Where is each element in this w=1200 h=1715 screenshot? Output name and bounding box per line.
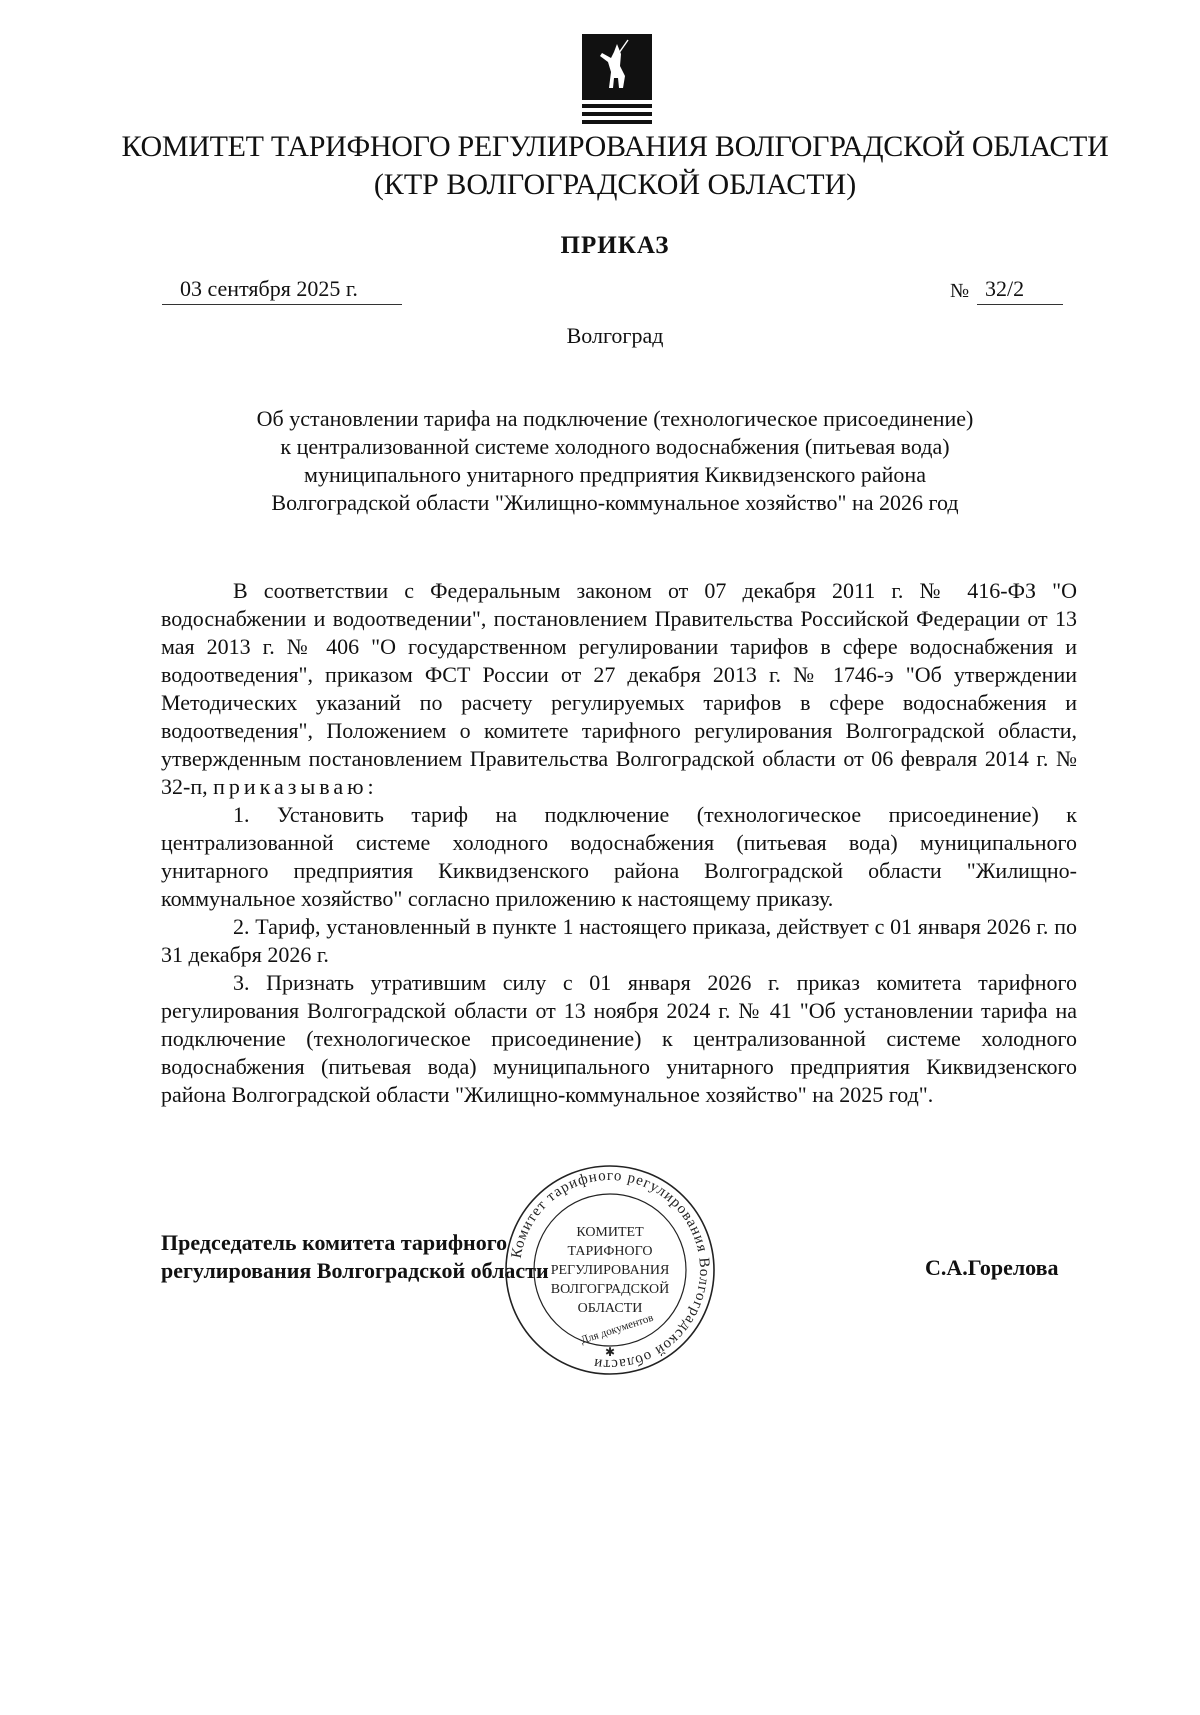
date-field bbox=[162, 274, 402, 305]
stamp-line: КОМИТЕТ bbox=[576, 1225, 644, 1240]
item-2: 2. Тариф, установленный в пункте 1 настоящего приказа, действует с 01 января 2026 г. по 31 декабря 2026 г. bbox=[161, 914, 1077, 967]
signatory-title-line: регулирования Волгоградской области bbox=[161, 1258, 549, 1283]
document-type: ПРИКАЗ bbox=[560, 232, 670, 259]
signatory-title bbox=[161, 1229, 549, 1285]
signatory-title-line: Председатель комитета тарифного bbox=[161, 1230, 508, 1255]
official-stamp bbox=[500, 1160, 720, 1380]
star-icon: ✱ bbox=[604, 1345, 616, 1359]
signatory-name: С.А.Горелова bbox=[925, 1255, 1059, 1280]
city: Волгоград bbox=[566, 323, 664, 348]
stamp-line: РЕГУЛИРОВАНИЯ bbox=[550, 1263, 670, 1278]
order-word: приказываю: bbox=[213, 774, 378, 799]
subject-line: к централизованной системе холодного водоснабжения (питьевая вода) bbox=[280, 434, 950, 459]
document-subject bbox=[160, 405, 1070, 517]
document-number: 32/2 bbox=[985, 276, 1025, 301]
stamp-line: ОБЛАСТИ bbox=[577, 1301, 643, 1316]
organization-name: КОМИТЕТ ТАРИФНОГО РЕГУЛИРОВАНИЯ ВОЛГОГРАДСКОЙ ОБЛАСТИ bbox=[121, 130, 1109, 163]
number-field bbox=[977, 274, 1063, 305]
stamp-line: ТАРИФНОГО bbox=[567, 1244, 653, 1259]
organization-short-name: (КТР ВОЛГОГРАДСКОЙ ОБЛАСТИ) bbox=[373, 168, 857, 201]
item-3: 3. Признать утратившим силу с 01 января 2026 г. приказ комитета тарифного регулирования Волгоградской области от 13 ноября 2024 г. № 41 "Об установлении тарифа на подключение (технологическое присоединение) к централизованной системе холодного водоснабжения (питьевая вода) муниципального унитарного предприятия Киквидзенского района Волгоградской области "Жилищно-коммунальное хозяйство" на 2025 год". bbox=[161, 970, 1077, 1107]
preamble-paragraph bbox=[161, 577, 1077, 801]
stamp-bottom-text: Для документов bbox=[579, 1311, 655, 1347]
stamp-ring-text: Комитет тарифного регулирования Волгоградской области bbox=[508, 1167, 713, 1373]
emblem-icon bbox=[580, 32, 654, 128]
subject-line: Об установлении тарифа на подключение (технологическое присоединение) bbox=[256, 406, 974, 431]
stamp-line: ВОЛГОГРАДСКОЙ bbox=[550, 1282, 670, 1297]
document-body bbox=[161, 577, 1077, 1109]
document-date: 03 сентября 2025 г. bbox=[180, 276, 358, 301]
subject-line: Волгоградской области "Жилищно-коммунальное хозяйство" на 2026 год bbox=[271, 490, 959, 515]
preamble-text: В соответствии с Федеральным законом от 07 декабря 2011 г. № 416-ФЗ "О водоснабжении и водоотведении", постановлением Правительства Российской Федерации от 13 мая 2013 г. № 406 "О государственном регулировании тарифов в сфере водоснабжения и водоотведения", приказом ФСТ России от 27 декабря 2013 г. № 1746-э "Об утверждении Методических указаний по расчету регулируемых тарифов в сфере водоснабжения и водоотведения", Положением о комитете тарифного регулирования Волгоградской области, утвержденным постановлением Правительства Волгоградской области от 06 февраля 2014 г. № 32-п, bbox=[161, 578, 1077, 799]
number-sign: № bbox=[950, 280, 970, 302]
item-1: 1. Установить тариф на подключение (технологическое присоединение) к централизованной системе холодного водоснабжения (питьевая вода) муниципального унитарного предприятия Киквидзенского района Волгоградской области "Жилищно-коммунальное хозяйство" согласно приложению к настоящему приказу. bbox=[161, 802, 1077, 911]
subject-line: муниципального унитарного предприятия Киквидзенского района bbox=[304, 462, 926, 487]
